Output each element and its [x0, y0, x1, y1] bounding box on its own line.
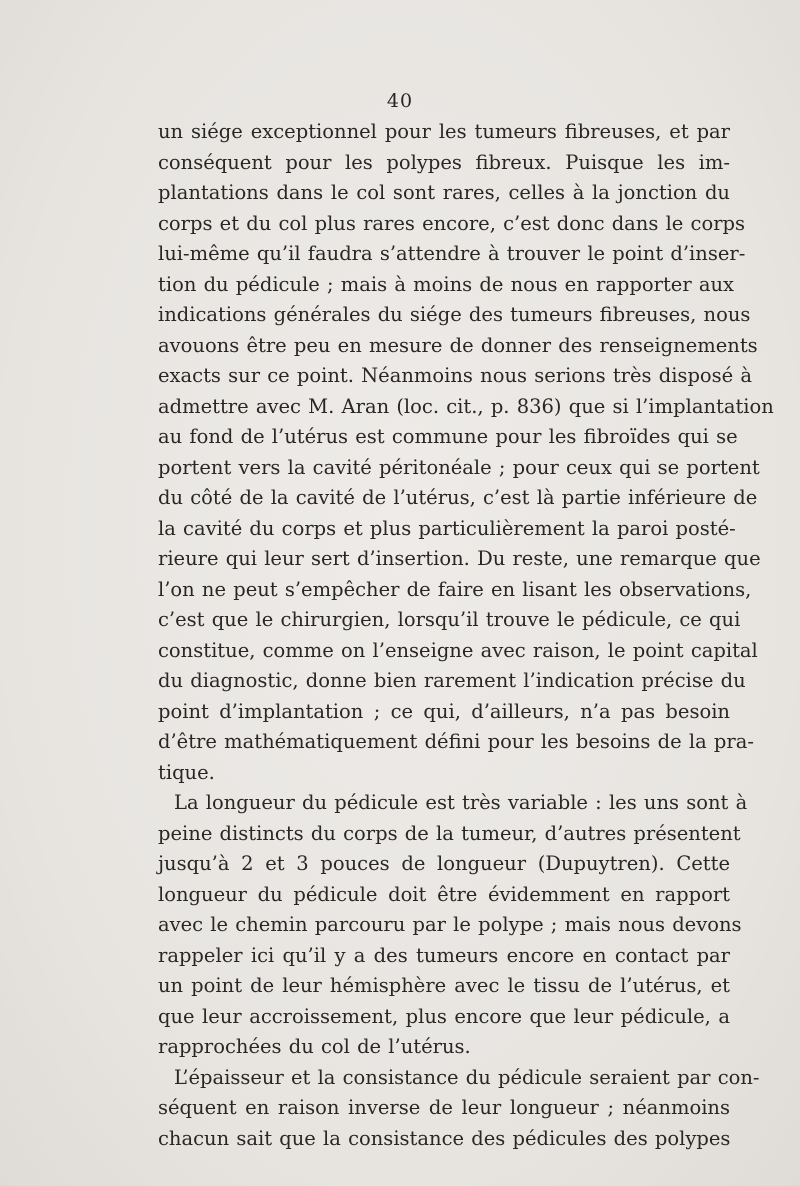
text-line: c’est que le chirurgien, lorsqu’il trouve le pédicule, ce qui	[158, 608, 741, 631]
paragraph-end-line: tique.	[158, 760, 215, 784]
paragraph-start-line: L’épaisseur et la consistance du pédicule seraient par con-	[174, 1065, 760, 1089]
text-line: au fond de l’utérus est commune pour les fibroïdes qui se	[158, 425, 738, 448]
text-line: un siége exceptionnel pour les tumeurs fibreuses, et par	[158, 120, 730, 143]
paragraph-start-line: La longueur du pédicule est très variable : les uns sont à	[174, 791, 748, 814]
text-line: jusqu’à 2 et 3 pouces de longueur (Dupuytren). Cette	[158, 852, 730, 875]
text-line: indications générales du siége des tumeurs fibreuses, nous	[158, 303, 751, 326]
paragraph-end-line: rapprochées du col de l’utérus.	[158, 1035, 471, 1058]
text-line: exacts sur ce point. Néanmoins nous serions très disposé à	[158, 364, 753, 387]
text-line: conséquent pour les polypes fibreux. Puisque les im-	[158, 150, 730, 174]
text-line: portent vers la cavité péritonéale ; pour ceux qui se portent	[158, 455, 760, 479]
text-line: que leur accroissement, plus encore que leur pédicule, a	[158, 1004, 730, 1028]
text-line: un point de leur hémisphère avec le tissu de l’utérus, et	[158, 974, 730, 997]
text-line: du côté de la cavité de l’utérus, c’est là partie inférieure de	[158, 486, 758, 509]
text-line: avec le chemin parcouru par le polype ; mais nous devons	[158, 913, 742, 936]
text-line: l’on ne peut s’empêcher de faire en lisant les observations,	[158, 577, 752, 601]
text-line: tion du pédicule ; mais à moins de nous en rapporter aux	[158, 272, 735, 296]
text-line: séquent en raison inverse de leur longueur ; néanmoins	[158, 1096, 730, 1119]
text-line: la cavité du corps et plus particulièrement la paroi posté-	[158, 516, 736, 540]
text-line: lui-même qu’il faudra s’attendre à trouver le point d’inser-	[158, 242, 746, 265]
text-line: constitue, comme on l’enseigne avec raison, le point capital	[158, 638, 758, 662]
text-line: corps et du col plus rares encore, c’est donc dans le corps	[158, 211, 746, 235]
text-line: plantations dans le col sont rares, celles à la jonction du	[158, 181, 730, 204]
text-line: rieure qui leur sert d’insertion. Du reste, une remarque que	[158, 547, 761, 570]
text-line: longueur du pédicule doit être évidemment en rapport	[158, 882, 730, 906]
text-line: chacun sait que la consistance des pédicules des polypes	[158, 1126, 731, 1150]
text-line: rappeler ici qu’il y a des tumeurs encore en contact par	[158, 943, 730, 967]
body-text	[158, 117, 774, 1154]
text-line: avouons être peu en mesure de donner des renseignements	[158, 333, 758, 357]
text-line: point d’implantation ; ce qui, d’ailleurs, n’a pas besoin	[158, 699, 730, 723]
page-number: 40	[386, 90, 414, 112]
text-line: du diagnostic, donne bien rarement l’indication précise du	[158, 669, 746, 692]
text-line: admettre avec M. Aran (loc. cit., p. 836) que si l’implantation	[158, 394, 774, 418]
text-line: peine distincts du corps de la tumeur, d’autres présentent	[158, 821, 741, 845]
text-line: d’être mathématiquement défini pour les besoins de la pra-	[158, 730, 754, 753]
